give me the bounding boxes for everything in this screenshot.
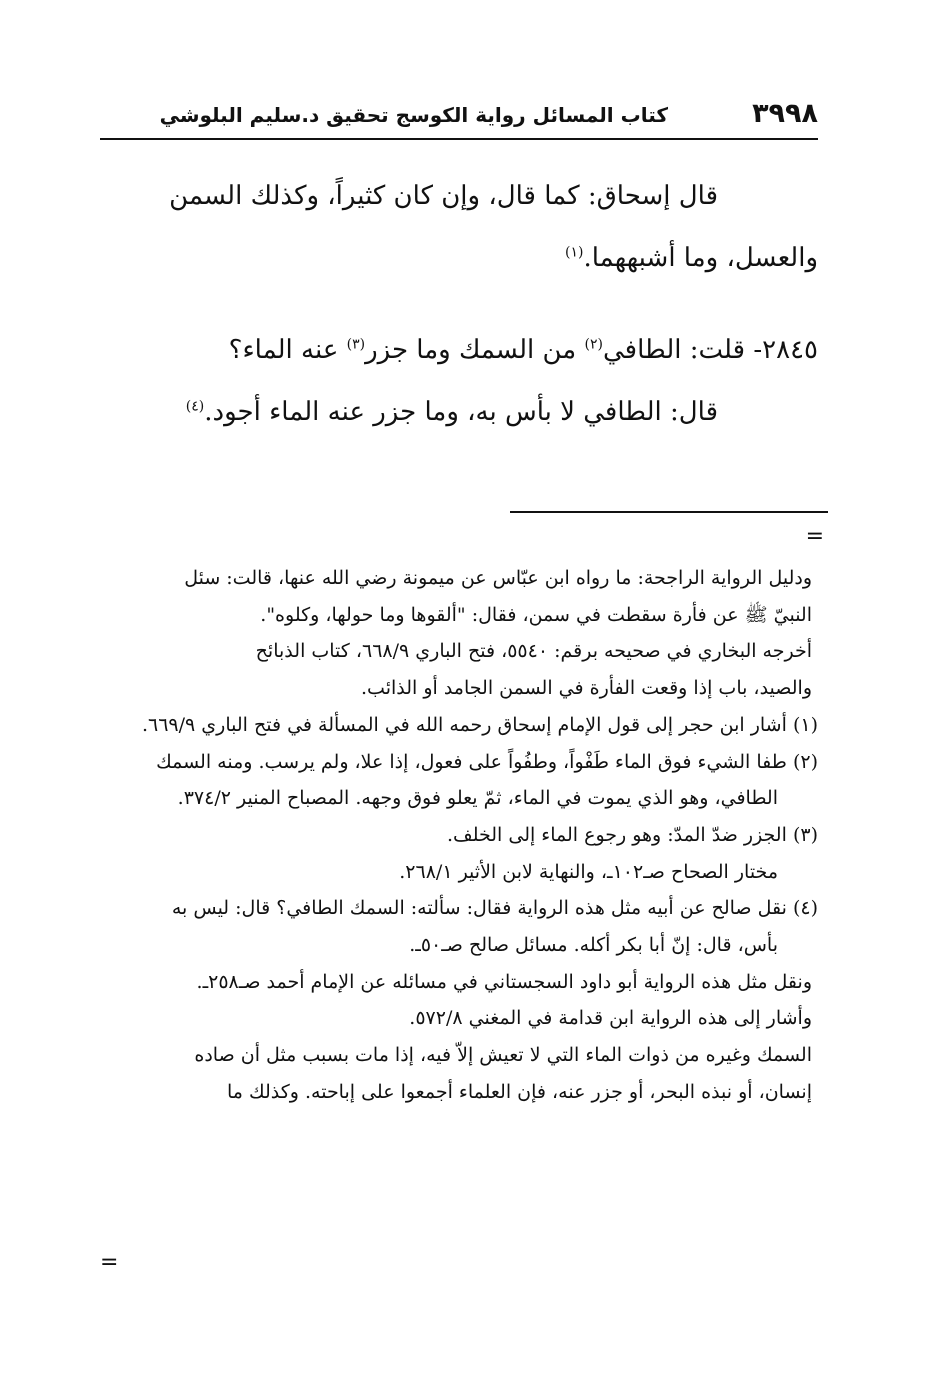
main-text [100,165,818,443]
footnote-continued-line1: ودليل الرواية الراجحة: ما رواه ابن عبّاس عن ميمونة رضي الله عنها، قالت: سئل [184,567,812,589]
footnotes [100,560,818,1111]
footnote-2-number: (٢) [792,750,818,773]
footnote-4-line3: ونقل مثل هذه الرواية أبو داود السجستاني في مسائله عن الإمام أحمد صـ٢٥٨ـ. [196,970,812,993]
footnote-continued-line2: النبيّ ﷺ عن فأرة سقطت في سمن، فقال: "ألقوها وما حولها، وكلوه". [260,603,812,626]
footnote-1-number: (١) [792,713,818,736]
question-part1: قلت: الطافي [602,335,746,365]
footnote-ref-2: (٢) [584,336,603,353]
issue-2845-question [100,319,818,381]
footnote-3-line2: مختار الصحاح صـ١٠٢ـ، والنهاية لابن الأثير ٢٦٨/١. [399,860,778,883]
footnote-continued-line3: أخرجه البخاري في صحيحه برقم: ٥٥٤٠، فتح الباري ٦٦٨/٩، كتاب الذبائح [255,640,812,663]
issue-number: ٢٨٤٥- [753,335,818,365]
para-ishaq-line2 [100,227,818,289]
footnote-2-line1 [100,744,818,781]
footnote-4-line5: السمك وغيره من ذوات الماء التي لا تعيش إلاّ فيه، إذا مات بسبب مثل أن صاده [194,1044,812,1067]
question-part2: من السمك وما جزر [365,335,577,365]
paragraph-gap [100,289,818,319]
footnote-1-text: أشار ابن حجر إلى قول الإمام إسحاق رحمه الله في المسألة في فتح الباري ٦٦٩/٩. [141,713,787,736]
footnote-2-text: طفا الشيء فوق الماء طَفْواً، وطفُواً على فعول، إذا علا، ولم يرسب. ومنه السمك [156,750,787,773]
footnote-4-line4: وأشار إلى هذه الرواية ابن قدامة في المغني ٥٧٢/٨. [409,1007,812,1030]
footnote-2-line2: الطافي، وهو الذي يموت في الماء، ثمّ يعلو فوق وجهه. المصباح المنير ٣٧٤/٢. [177,787,778,810]
question-part3: عنه الماء؟ [228,335,339,365]
footnote-1 [100,707,818,744]
running-title: كتاب المسائل رواية الكوسج تحقيق د.سليم البلوشي [159,103,668,127]
running-header [100,96,818,140]
footnote-4-text: نقل صالح عن أبيه مثل هذه الرواية فقال: سألته: السمك الطافي؟ قال: ليس به [171,897,787,920]
continuation-mark-bottom: = [100,1250,119,1275]
footnote-separator [510,511,828,513]
page-number: ٣٩٩٨ [752,98,818,129]
footnote-ref-1: (١) [565,244,584,261]
para-ishaq-line1: قال إسحاق: كما قال، وإن كان كثيراً، وكذلك السمن [169,181,718,211]
footnote-3-number: (٣) [792,823,818,846]
footnote-continued-line4: والصيد، باب إذا وقعت الفأرة في السمن الجامد أو الذائب. [361,677,812,700]
footnote-3-text: الجزر ضدّ المدّ: وهو رجوع الماء إلى الخلف. [446,823,787,846]
answer-text: قال: الطافي لا بأس به، وما جزر عنه الماء أجود. [204,397,718,427]
issue-2845-answer [100,381,818,443]
footnote-ref-3: (٣) [346,336,366,353]
footnote-ref-4: (٤) [185,398,205,415]
footnote-4-line2: بأس، قال: إنّ أبا بكر أكله. مسائل صالح صـ٥٠ـ. [409,934,778,957]
footnote-3-line1 [100,817,818,854]
footnote-4-line6: إنسان، أو نبذه البحر، أو جزر عنه، فإن العلماء أجمعوا على إباحته. وكذلك ما [226,1080,812,1103]
footnote-4-number: (٤) [792,897,818,920]
para-ishaq-line2-text: والعسل، وما أشبههما. [583,243,818,273]
continuation-mark-top: = [805,524,824,549]
footnote-4-line1 [100,890,818,927]
